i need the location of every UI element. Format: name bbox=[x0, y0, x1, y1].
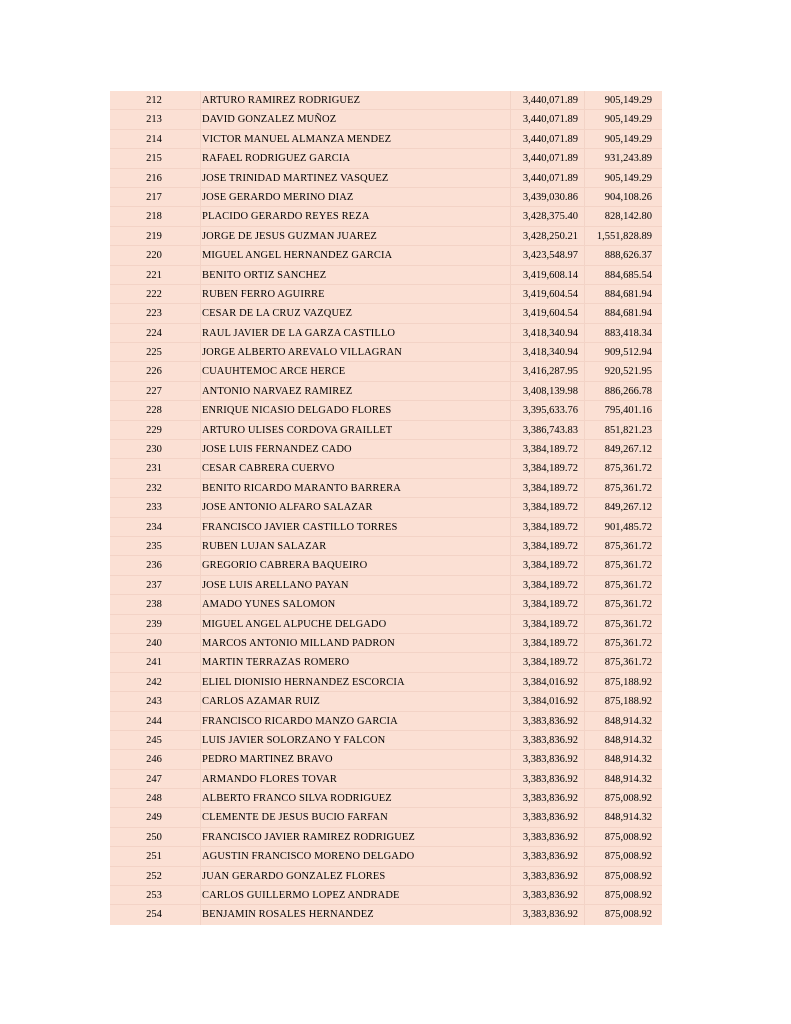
row-name: AGUSTIN FRANCISCO MORENO DELGADO bbox=[202, 851, 415, 863]
table-row bbox=[110, 498, 662, 517]
row-amount-total: 3,384,189.72 bbox=[522, 599, 578, 611]
row-name: FRANCISCO JAVIER CASTILLO TORRES bbox=[202, 521, 398, 533]
row-amount-secondary: 904,108.26 bbox=[604, 191, 652, 203]
row-amount-secondary: 901,485.72 bbox=[604, 521, 652, 533]
table-row bbox=[110, 382, 662, 401]
row-number: 243 bbox=[146, 696, 162, 708]
row-number: 223 bbox=[146, 308, 162, 320]
row-amount-total: 3,384,189.72 bbox=[522, 540, 578, 552]
table-row bbox=[110, 266, 662, 285]
row-name: JOSE TRINIDAD MARTINEZ VASQUEZ bbox=[202, 172, 389, 184]
table-row bbox=[110, 537, 662, 556]
row-number: 238 bbox=[146, 599, 162, 611]
row-amount-secondary: 849,267.12 bbox=[604, 502, 652, 514]
table-row bbox=[110, 130, 662, 149]
table-row bbox=[110, 673, 662, 692]
row-amount-total: 3,383,836.92 bbox=[522, 812, 578, 824]
row-amount-secondary: 1,551,828.89 bbox=[596, 230, 652, 242]
row-amount-total: 3,408,139.98 bbox=[522, 385, 578, 397]
row-amount-total: 3,383,836.92 bbox=[522, 909, 578, 921]
row-name: FRANCISCO RICARDO MANZO GARCIA bbox=[202, 715, 398, 727]
row-number: 239 bbox=[146, 618, 162, 630]
table-row bbox=[110, 634, 662, 653]
row-name: ARTURO RAMIREZ RODRIGUEZ bbox=[202, 95, 361, 106]
table-row bbox=[110, 91, 662, 110]
row-amount-secondary: 909,512.94 bbox=[604, 347, 652, 359]
table-row bbox=[110, 343, 662, 362]
row-amount-secondary: 905,149.29 bbox=[604, 172, 652, 184]
row-number: 230 bbox=[146, 444, 162, 456]
table-row bbox=[110, 246, 662, 265]
row-number: 249 bbox=[146, 812, 162, 824]
row-name: CARLOS AZAMAR RUIZ bbox=[202, 696, 320, 708]
row-amount-secondary: 875,361.72 bbox=[604, 637, 652, 649]
row-name: JORGE DE JESUS GUZMAN JUAREZ bbox=[202, 230, 377, 242]
row-amount-total: 3,440,071.89 bbox=[522, 114, 578, 126]
row-name: RUBEN FERRO AGUIRRE bbox=[202, 288, 325, 300]
row-name: ELIEL DIONISIO HERNANDEZ ESCORCIA bbox=[202, 676, 405, 688]
row-amount-total: 3,428,250.21 bbox=[522, 230, 578, 242]
row-amount-total: 3,428,375.40 bbox=[522, 211, 578, 223]
row-number: 250 bbox=[146, 831, 162, 843]
row-name: CESAR CABRERA CUERVO bbox=[202, 463, 335, 475]
row-number: 217 bbox=[146, 191, 162, 203]
table-row bbox=[110, 324, 662, 343]
row-name: FRANCISCO JAVIER RAMIREZ RODRIGUEZ bbox=[202, 831, 415, 843]
row-number: 218 bbox=[146, 211, 162, 223]
table-row bbox=[110, 789, 662, 808]
row-amount-total: 3,383,836.92 bbox=[522, 773, 578, 785]
row-amount-secondary: 884,681.94 bbox=[604, 308, 652, 320]
table-row bbox=[110, 595, 662, 614]
row-amount-total: 3,395,633.76 bbox=[522, 405, 578, 417]
table-row bbox=[110, 867, 662, 886]
row-amount-secondary: 931,243.89 bbox=[604, 153, 652, 165]
row-number: 237 bbox=[146, 579, 162, 591]
row-amount-secondary: 888,626.37 bbox=[604, 250, 652, 262]
row-amount-secondary: 848,914.32 bbox=[604, 734, 652, 746]
table-row bbox=[110, 285, 662, 304]
row-amount-total: 3,416,287.95 bbox=[522, 366, 578, 378]
row-amount-total: 3,383,836.92 bbox=[522, 831, 578, 843]
row-number: 241 bbox=[146, 657, 162, 669]
row-name: CARLOS GUILLERMO LOPEZ ANDRADE bbox=[202, 890, 400, 902]
table-row bbox=[110, 576, 662, 595]
row-number: 235 bbox=[146, 540, 162, 552]
row-amount-secondary: 875,008.92 bbox=[604, 851, 652, 863]
row-number: 245 bbox=[146, 734, 162, 746]
row-number: 231 bbox=[146, 463, 162, 475]
row-number: 219 bbox=[146, 230, 162, 242]
row-amount-secondary: 875,361.72 bbox=[604, 579, 652, 591]
row-number: 233 bbox=[146, 502, 162, 514]
row-amount-total: 3,419,608.14 bbox=[522, 269, 578, 281]
table-row bbox=[110, 770, 662, 789]
row-name: PEDRO MARTINEZ BRAVO bbox=[202, 754, 333, 766]
table-row bbox=[110, 110, 662, 129]
row-amount-total: 3,384,189.72 bbox=[522, 463, 578, 475]
row-amount-total: 3,384,016.92 bbox=[522, 676, 578, 688]
row-amount-secondary: 884,681.94 bbox=[604, 288, 652, 300]
table-row bbox=[110, 440, 662, 459]
row-number: 225 bbox=[146, 347, 162, 359]
row-name: BENITO RICARDO MARANTO BARRERA bbox=[202, 482, 401, 494]
row-amount-secondary: 795,401.16 bbox=[604, 405, 652, 417]
row-amount-secondary: 905,149.29 bbox=[604, 95, 652, 106]
table-row bbox=[110, 169, 662, 188]
row-amount-total: 3,384,189.72 bbox=[522, 560, 578, 572]
row-amount-total: 3,384,189.72 bbox=[522, 444, 578, 456]
row-number: 216 bbox=[146, 172, 162, 184]
row-number: 242 bbox=[146, 676, 162, 688]
row-name: MIGUEL ANGEL HERNANDEZ GARCIA bbox=[202, 250, 393, 262]
row-amount-total: 3,383,836.92 bbox=[522, 870, 578, 882]
table-row bbox=[110, 479, 662, 498]
row-number: 213 bbox=[146, 114, 162, 126]
table-row bbox=[110, 401, 662, 420]
row-name: RAFAEL RODRIGUEZ GARCIA bbox=[202, 153, 351, 165]
row-amount-secondary: 875,361.72 bbox=[604, 540, 652, 552]
row-name: AMADO YUNES SALOMON bbox=[202, 599, 336, 611]
row-amount-secondary: 875,361.72 bbox=[604, 599, 652, 611]
row-number: 232 bbox=[146, 482, 162, 494]
row-amount-total: 3,440,071.89 bbox=[522, 133, 578, 145]
row-number: 220 bbox=[146, 250, 162, 262]
table-row bbox=[110, 731, 662, 750]
row-amount-total: 3,419,604.54 bbox=[522, 308, 578, 320]
table-row bbox=[110, 847, 662, 866]
row-name: BENJAMIN ROSALES HERNANDEZ bbox=[202, 909, 374, 921]
row-amount-total: 3,423,548.97 bbox=[522, 250, 578, 262]
row-number: 251 bbox=[146, 851, 162, 863]
row-amount-total: 3,384,189.72 bbox=[522, 618, 578, 630]
table-row bbox=[110, 149, 662, 168]
row-number: 229 bbox=[146, 424, 162, 436]
row-number: 226 bbox=[146, 366, 162, 378]
row-amount-secondary: 905,149.29 bbox=[604, 133, 652, 145]
row-number: 248 bbox=[146, 793, 162, 805]
row-amount-secondary: 848,914.32 bbox=[604, 773, 652, 785]
table-row bbox=[110, 750, 662, 769]
row-name: CUAUHTEMOC ARCE HERCE bbox=[202, 366, 346, 378]
row-number: 240 bbox=[146, 637, 162, 649]
row-number: 222 bbox=[146, 288, 162, 300]
row-number: 214 bbox=[146, 133, 162, 145]
row-name: MARCOS ANTONIO MILLAND PADRON bbox=[202, 637, 395, 649]
table-row bbox=[110, 421, 662, 440]
row-amount-total: 3,384,189.72 bbox=[522, 521, 578, 533]
row-amount-total: 3,384,016.92 bbox=[522, 696, 578, 708]
table-row bbox=[110, 712, 662, 731]
row-amount-total: 3,383,836.92 bbox=[522, 890, 578, 902]
row-amount-secondary: 875,361.72 bbox=[604, 560, 652, 572]
table-row bbox=[110, 615, 662, 634]
table-row bbox=[110, 556, 662, 575]
row-number: 234 bbox=[146, 521, 162, 533]
row-number: 246 bbox=[146, 754, 162, 766]
table-row bbox=[110, 459, 662, 478]
row-amount-total: 3,384,189.72 bbox=[522, 502, 578, 514]
table-row bbox=[110, 207, 662, 226]
row-amount-secondary: 875,188.92 bbox=[604, 696, 652, 708]
row-number: 236 bbox=[146, 560, 162, 572]
table-row bbox=[110, 227, 662, 246]
table-row bbox=[110, 304, 662, 323]
row-amount-total: 3,384,189.72 bbox=[522, 637, 578, 649]
row-amount-secondary: 905,149.29 bbox=[604, 114, 652, 126]
row-amount-secondary: 875,008.92 bbox=[604, 793, 652, 805]
table-body bbox=[110, 91, 662, 925]
row-number: 228 bbox=[146, 405, 162, 417]
row-number: 252 bbox=[146, 870, 162, 882]
row-amount-secondary: 886,266.78 bbox=[604, 385, 652, 397]
table-row bbox=[110, 808, 662, 827]
row-amount-total: 3,419,604.54 bbox=[522, 288, 578, 300]
table-row bbox=[110, 518, 662, 537]
row-amount-secondary: 848,914.32 bbox=[604, 715, 652, 727]
table-row bbox=[110, 828, 662, 847]
row-name: LUIS JAVIER SOLORZANO Y FALCON bbox=[202, 734, 386, 746]
row-amount-total: 3,384,189.72 bbox=[522, 482, 578, 494]
row-amount-secondary: 875,361.72 bbox=[604, 657, 652, 669]
row-amount-secondary: 875,008.92 bbox=[604, 831, 652, 843]
row-name: ENRIQUE NICASIO DELGADO FLORES bbox=[202, 405, 392, 417]
row-amount-secondary: 920,521.95 bbox=[604, 366, 652, 378]
row-name: JOSE LUIS ARELLANO PAYAN bbox=[202, 579, 349, 591]
table-row bbox=[110, 188, 662, 207]
row-amount-secondary: 875,361.72 bbox=[604, 618, 652, 630]
row-amount-secondary: 875,361.72 bbox=[604, 463, 652, 475]
row-name: JOSE GERARDO MERINO DIAZ bbox=[202, 191, 354, 203]
row-name: JOSE ANTONIO ALFARO SALAZAR bbox=[202, 502, 373, 514]
data-table bbox=[110, 91, 662, 925]
row-name: PLACIDO GERARDO REYES REZA bbox=[202, 211, 370, 223]
table-row bbox=[110, 886, 662, 905]
row-name: JORGE ALBERTO AREVALO VILLAGRAN bbox=[202, 347, 402, 359]
row-amount-secondary: 849,267.12 bbox=[604, 444, 652, 456]
row-amount-total: 3,383,836.92 bbox=[522, 734, 578, 746]
row-amount-total: 3,384,189.72 bbox=[522, 657, 578, 669]
row-amount-secondary: 851,821.23 bbox=[604, 424, 652, 436]
row-number: 247 bbox=[146, 773, 162, 785]
row-number: 253 bbox=[146, 890, 162, 902]
row-name: MARTIN TERRAZAS ROMERO bbox=[202, 657, 350, 669]
row-name: RAUL JAVIER DE LA GARZA CASTILLO bbox=[202, 327, 396, 339]
row-amount-secondary: 884,685.54 bbox=[604, 269, 652, 281]
row-amount-total: 3,383,836.92 bbox=[522, 793, 578, 805]
row-amount-secondary: 828,142.80 bbox=[604, 211, 652, 223]
table-row bbox=[110, 362, 662, 381]
row-amount-secondary: 848,914.32 bbox=[604, 754, 652, 766]
row-amount-total: 3,383,836.92 bbox=[522, 715, 578, 727]
row-name: MIGUEL ANGEL ALPUCHE DELGADO bbox=[202, 618, 387, 630]
row-name: BENITO ORTIZ SANCHEZ bbox=[202, 269, 327, 281]
row-amount-secondary: 875,008.92 bbox=[604, 890, 652, 902]
row-amount-total: 3,384,189.72 bbox=[522, 579, 578, 591]
row-amount-secondary: 875,008.92 bbox=[604, 909, 652, 921]
row-amount-total: 3,440,071.89 bbox=[522, 172, 578, 184]
row-amount-total: 3,383,836.92 bbox=[522, 754, 578, 766]
row-amount-secondary: 875,361.72 bbox=[604, 482, 652, 494]
row-number: 224 bbox=[146, 327, 162, 339]
row-number: 215 bbox=[146, 153, 162, 165]
row-number: 221 bbox=[146, 269, 162, 281]
row-name: GREGORIO CABRERA BAQUEIRO bbox=[202, 560, 368, 572]
row-name: RUBEN LUJAN SALAZAR bbox=[202, 540, 327, 552]
row-name: DAVID GONZALEZ MUÑOZ bbox=[202, 114, 337, 126]
row-name: ANTONIO NARVAEZ RAMIREZ bbox=[202, 385, 353, 397]
row-amount-total: 3,440,071.89 bbox=[522, 95, 578, 106]
row-name: CLEMENTE DE JESUS BUCIO FARFAN bbox=[202, 812, 388, 824]
row-number: 212 bbox=[146, 95, 162, 106]
row-amount-secondary: 875,188.92 bbox=[604, 676, 652, 688]
table-row bbox=[110, 692, 662, 711]
row-name: JOSE LUIS FERNANDEZ CADO bbox=[202, 444, 352, 456]
row-amount-total: 3,418,340.94 bbox=[522, 347, 578, 359]
row-amount-secondary: 848,914.32 bbox=[604, 812, 652, 824]
row-amount-total: 3,439,030.86 bbox=[522, 191, 578, 203]
table-row bbox=[110, 905, 662, 924]
row-number: 254 bbox=[146, 909, 162, 921]
row-name: ARTURO ULISES CORDOVA GRAILLET bbox=[202, 424, 393, 436]
row-amount-total: 3,440,071.89 bbox=[522, 153, 578, 165]
table-row bbox=[110, 653, 662, 672]
row-amount-total: 3,418,340.94 bbox=[522, 327, 578, 339]
row-number: 227 bbox=[146, 385, 162, 397]
row-amount-secondary: 875,008.92 bbox=[604, 870, 652, 882]
row-name: ARMANDO FLORES TOVAR bbox=[202, 773, 338, 785]
row-amount-secondary: 883,418.34 bbox=[604, 327, 652, 339]
row-amount-total: 3,386,743.83 bbox=[522, 424, 578, 436]
row-name: VICTOR MANUEL ALMANZA MENDEZ bbox=[202, 133, 392, 145]
row-number: 244 bbox=[146, 715, 162, 727]
row-name: CESAR DE LA CRUZ VAZQUEZ bbox=[202, 308, 353, 320]
row-amount-total: 3,383,836.92 bbox=[522, 851, 578, 863]
row-name: ALBERTO FRANCO SILVA RODRIGUEZ bbox=[202, 793, 392, 805]
row-name: JUAN GERARDO GONZALEZ FLORES bbox=[202, 870, 386, 882]
